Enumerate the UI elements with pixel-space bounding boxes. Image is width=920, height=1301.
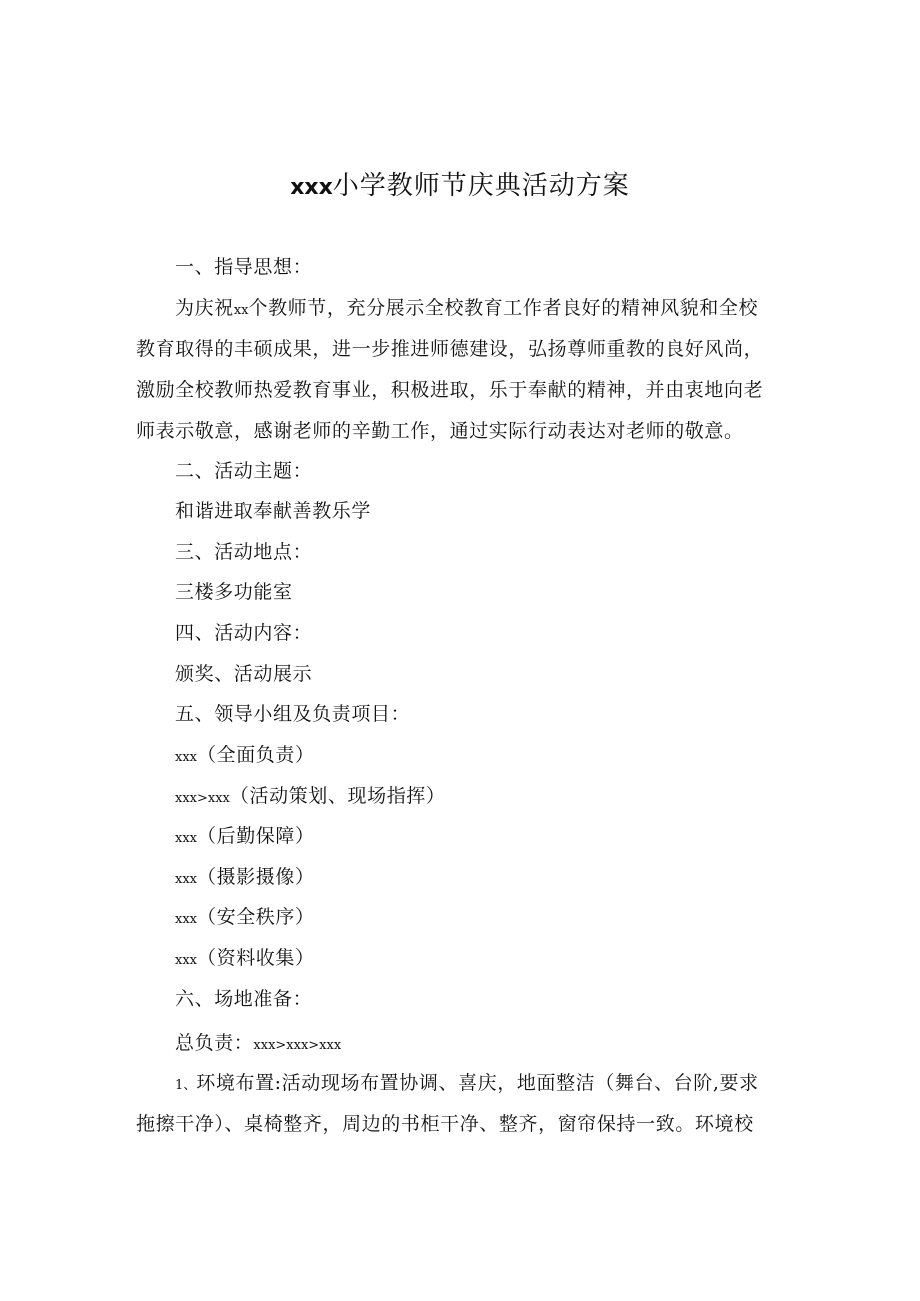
text-span: xx	[233, 303, 249, 318]
leader-role: （资料收集）	[197, 947, 315, 969]
leader-item	[175, 742, 315, 771]
venue-owner	[175, 1030, 341, 1059]
owner-label: 总负责：	[175, 1032, 254, 1054]
leader-name: xxx>xxx	[175, 791, 230, 806]
leader-item	[175, 864, 315, 893]
owner-names: xxx>xxx>xxx	[253, 1038, 342, 1053]
leader-item	[175, 945, 315, 974]
item-line	[175, 1070, 759, 1099]
section-heading-content: 四、活动内容：	[175, 622, 313, 644]
content-text: 颁奖、活动展示	[175, 663, 313, 685]
text-span: 为庆祝	[175, 297, 234, 319]
leader-role: （后勤保障）	[197, 825, 315, 847]
paragraph-line: 师表示敬意，感谢老师的辛勤工作，通过实际行动表达对老师的敬意。	[136, 420, 744, 442]
section-heading-location: 三、活动地点：	[175, 541, 313, 563]
location-text: 三楼多功能室	[175, 581, 293, 603]
paragraph-line	[175, 295, 758, 324]
leader-item	[175, 823, 315, 852]
document-title	[0, 168, 920, 206]
section-heading-guiding-ideology: 一、指导思想：	[175, 256, 313, 278]
paragraph-line: 激励全校教师热爱教育事业，积极进取，乐于奉献的精神，并由衷地向老	[136, 379, 764, 401]
leader-role: （全面负责）	[197, 744, 315, 766]
item-number: 1、	[175, 1078, 197, 1093]
leader-name: xxx	[175, 872, 197, 887]
theme-text: 和谐进取奉献善教乐学	[175, 500, 372, 522]
item-text: 环境布置:活动现场布置协调、喜庆，地面整洁（舞台、台阶,要求	[196, 1072, 759, 1094]
title-prefix: xxx	[290, 175, 333, 200]
leader-item	[175, 783, 446, 812]
leader-role: （安全秩序）	[197, 906, 315, 928]
paragraph-line: 教育取得的丰硕成果，进一步推进师德建设，弘扬尊师重教的良好风尚，	[136, 338, 764, 360]
leader-item	[175, 904, 315, 933]
text-span: 个教师节，充分展示全校教育工作者良好的精神风貌和全校	[248, 297, 759, 319]
leader-name: xxx	[175, 831, 197, 846]
title-main: 小学教师节庆典活动方案	[332, 171, 630, 201]
section-heading-leadership: 五、领导小组及负责项目：	[175, 703, 411, 725]
leader-name: xxx	[175, 912, 197, 927]
section-heading-venue: 六、场地准备：	[175, 988, 313, 1010]
leader-name: xxx	[175, 750, 197, 765]
section-heading-theme: 二、活动主题：	[175, 460, 313, 482]
leader-role: （摄影摄像）	[197, 866, 315, 888]
leader-name: xxx	[175, 953, 197, 968]
item-line: 拖擦干净）、桌椅整齐，周边的书柜干净、整齐，窗帘保持一致。环境校	[136, 1113, 754, 1135]
leader-role: （活动策划、现场指挥）	[229, 785, 446, 807]
